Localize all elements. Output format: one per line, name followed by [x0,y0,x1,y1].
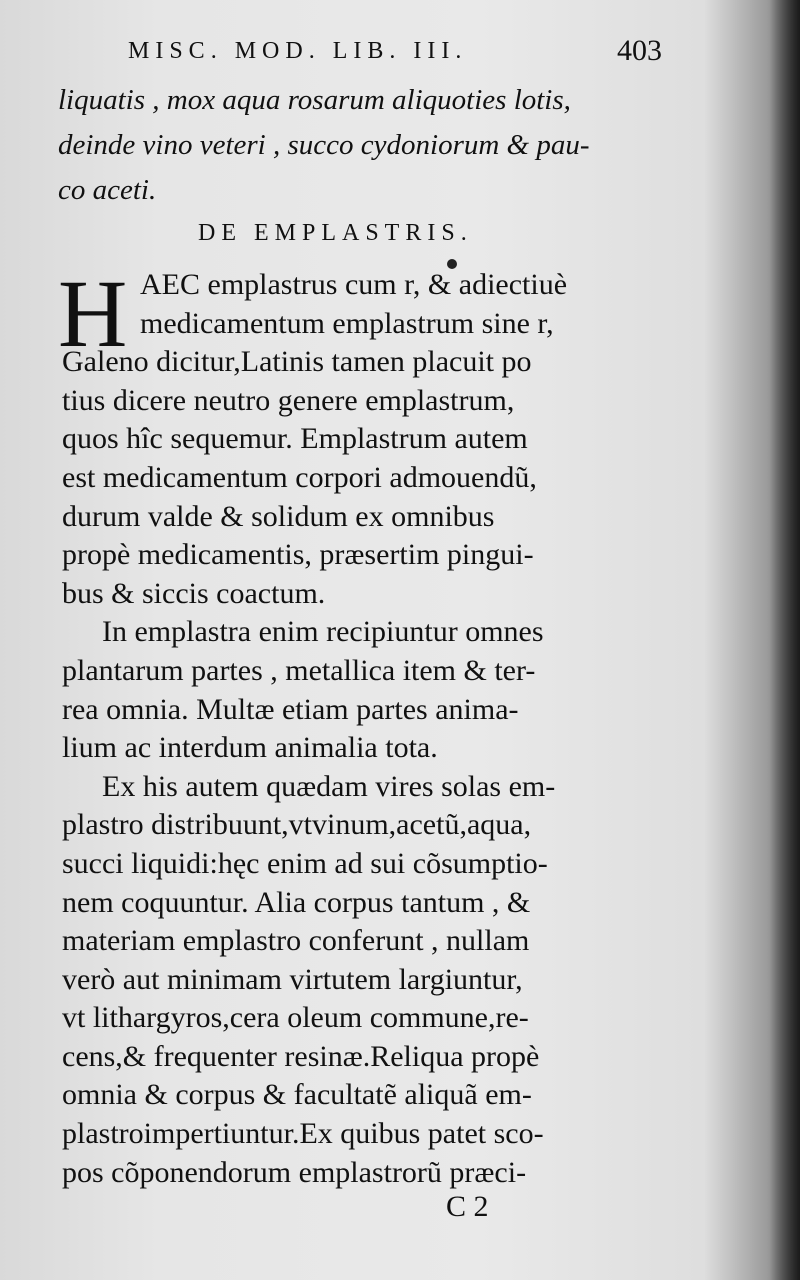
text-line: verò aut minimam virtutem largiuntur, [62,962,523,996]
text-line: est medicamentum corpori admouendũ, [62,460,537,494]
text-line: materiam emplastro conferunt , nullam [62,924,530,958]
text-line: durum valde & solidum ex omnibus [62,499,495,533]
text-line: plantarum partes , metallica item & ter- [62,653,536,687]
page-number: 403 [617,34,662,67]
text-line: bus & siccis coactum. [62,576,326,610]
text-line: tius dicere neutro genere emplastrum, [62,383,515,417]
text-line: vt lithargyros,cera oleum commune,re- [62,1001,529,1035]
body-text [62,266,662,1192]
text-line: medicamentum emplastrum sine r, [140,306,554,340]
running-head [128,34,668,74]
text-line: succi liquidi:hęc enim ad sui cõsumptio- [62,846,548,880]
text-line: Ex his autem quædam vires solas em- [102,769,556,803]
section-heading: DE EMPLASTRIS. [198,220,473,246]
text-line: deinde vino veteri , succo cydoniorum & pau- [58,129,590,161]
text-line: cens,& frequenter resinæ.Reliqua propè [62,1039,540,1073]
text-line: pos cõponendorum emplastrorũ præci- [62,1155,527,1189]
text-line: rea omnia. Multæ etiam partes anima- [62,692,519,726]
text-line: liquatis , mox aqua rosarum aliquoties lotis, [58,84,571,116]
text-line: nem coquuntur. Alia corpus tantum , & [62,885,531,919]
text-line: propè medicamentis, præsertim pingui- [62,538,534,572]
italic-continuation-text [58,78,678,213]
signature-mark: C 2 [446,1190,489,1223]
drop-cap-initial: H [58,260,128,367]
text-line: Galeno dicitur,Latinis tamen placuit po [62,345,532,379]
text-line: In emplastra enim recipiuntur omnes [102,615,544,649]
text-line: plastroimpertiuntur.Ex quibus patet sco- [62,1117,544,1151]
text-line: AEC emplastrus cum r, & adiectiuè [140,268,568,301]
text-line: plastro distribuunt,vtvinum,acetũ,aqua, [62,808,532,842]
running-head-title: MISC. MOD. LIB. III. [128,38,468,64]
text-line: quos hîc sequemur. Emplastrum autem [62,422,528,456]
text-line: co aceti. [58,174,157,206]
text-line: omnia & corpus & facultatẽ aliquã em- [62,1078,532,1112]
text-line: lium ac interdum animalia tota. [62,731,438,765]
